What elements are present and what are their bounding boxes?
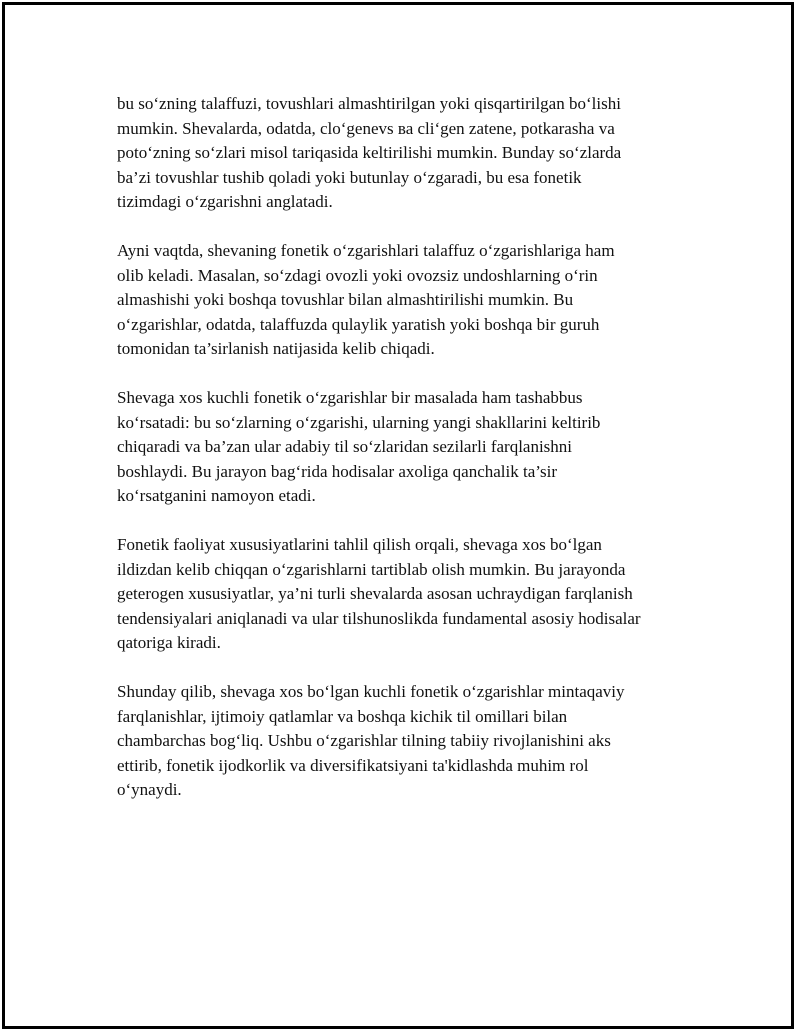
paragraph-5: Shunday qilib, shevaga xos bo‘lgan kuchli fonetik o‘zgarishlar mintaqaviy farqlanishlar, ijtimoiy qatlamlar va boshqa kichik til omillari bilan chambarchas bog‘liq. Ushbu o‘zgarishlar tilning tabiiy rivojlanishini aks ettirib, fonetik ijodkorlik va diversifikatsiyani ta'kidlashda muhim rol o‘ynaydi. bbox=[117, 682, 625, 799]
paragraph-1: bu so‘zning talaffuzi, tovushlari almashtirilgan yoki qisqartirilgan bo‘lishi mumkin. Shevalarda, odatda, clo‘genevs ва cli‘gen zatene, potkarasha va poto‘zning so‘zlari misol tariqasida keltirilishi mumkin. Bunday so‘zlarda ba’zi tovushlar tushib qoladi yoki butunlay o‘zgaradi, bu esa fonetik tizimdagi o‘zgarishni anglatadi. bbox=[117, 94, 622, 211]
paragraph-4: Fonetik faoliyat xususiyatlarini tahlil qilish orqali, shevaga xos bo‘lgan ildizdan kelib chiqqan o‘zgarishlarni tartiblab olish mumkin. Bu jarayonda geterogen xususiyatlar, ya’ni turli shevalarda asosan uchraydigan farqlanish tendensiyalari aniqlanadi va ular tilshunoslikda fundamental asosiy hodisalar qatoriga kiradi. bbox=[117, 535, 641, 652]
paragraph-2: Ayni vaqtda, shevaning fonetik o‘zgarishlari talaffuz o‘zgarishlariga ham olib keladi. Masalan, so‘zdagi ovozli yoki ovozsiz undoshlarning o‘rin almashishi yoki boshqa tovushlar bilan almashtirilishi mumkin. Bu o‘zgarishlar, odatda, talaffuzda qulaylik yaratish yoki boshqa bir guruh tomonidan ta’sirlanish natijasida kelib chiqadi. bbox=[117, 241, 615, 358]
document-body bbox=[117, 92, 697, 827]
paragraph-3: Shevaga xos kuchli fonetik o‘zgarishlar bir masalada ham tashabbus ko‘rsatadi: bu so‘zlarning o‘zgarishi, ularning yangi shakllarini keltirib chiqaradi va ba’zan ular adabiy til so‘zlaridan sezilarli farqlanishni boshlaydi. Bu jarayon bag‘rida hodisalar axoliga qanchalik ta’sir ko‘rsatganini namoyon etadi. bbox=[117, 388, 601, 505]
